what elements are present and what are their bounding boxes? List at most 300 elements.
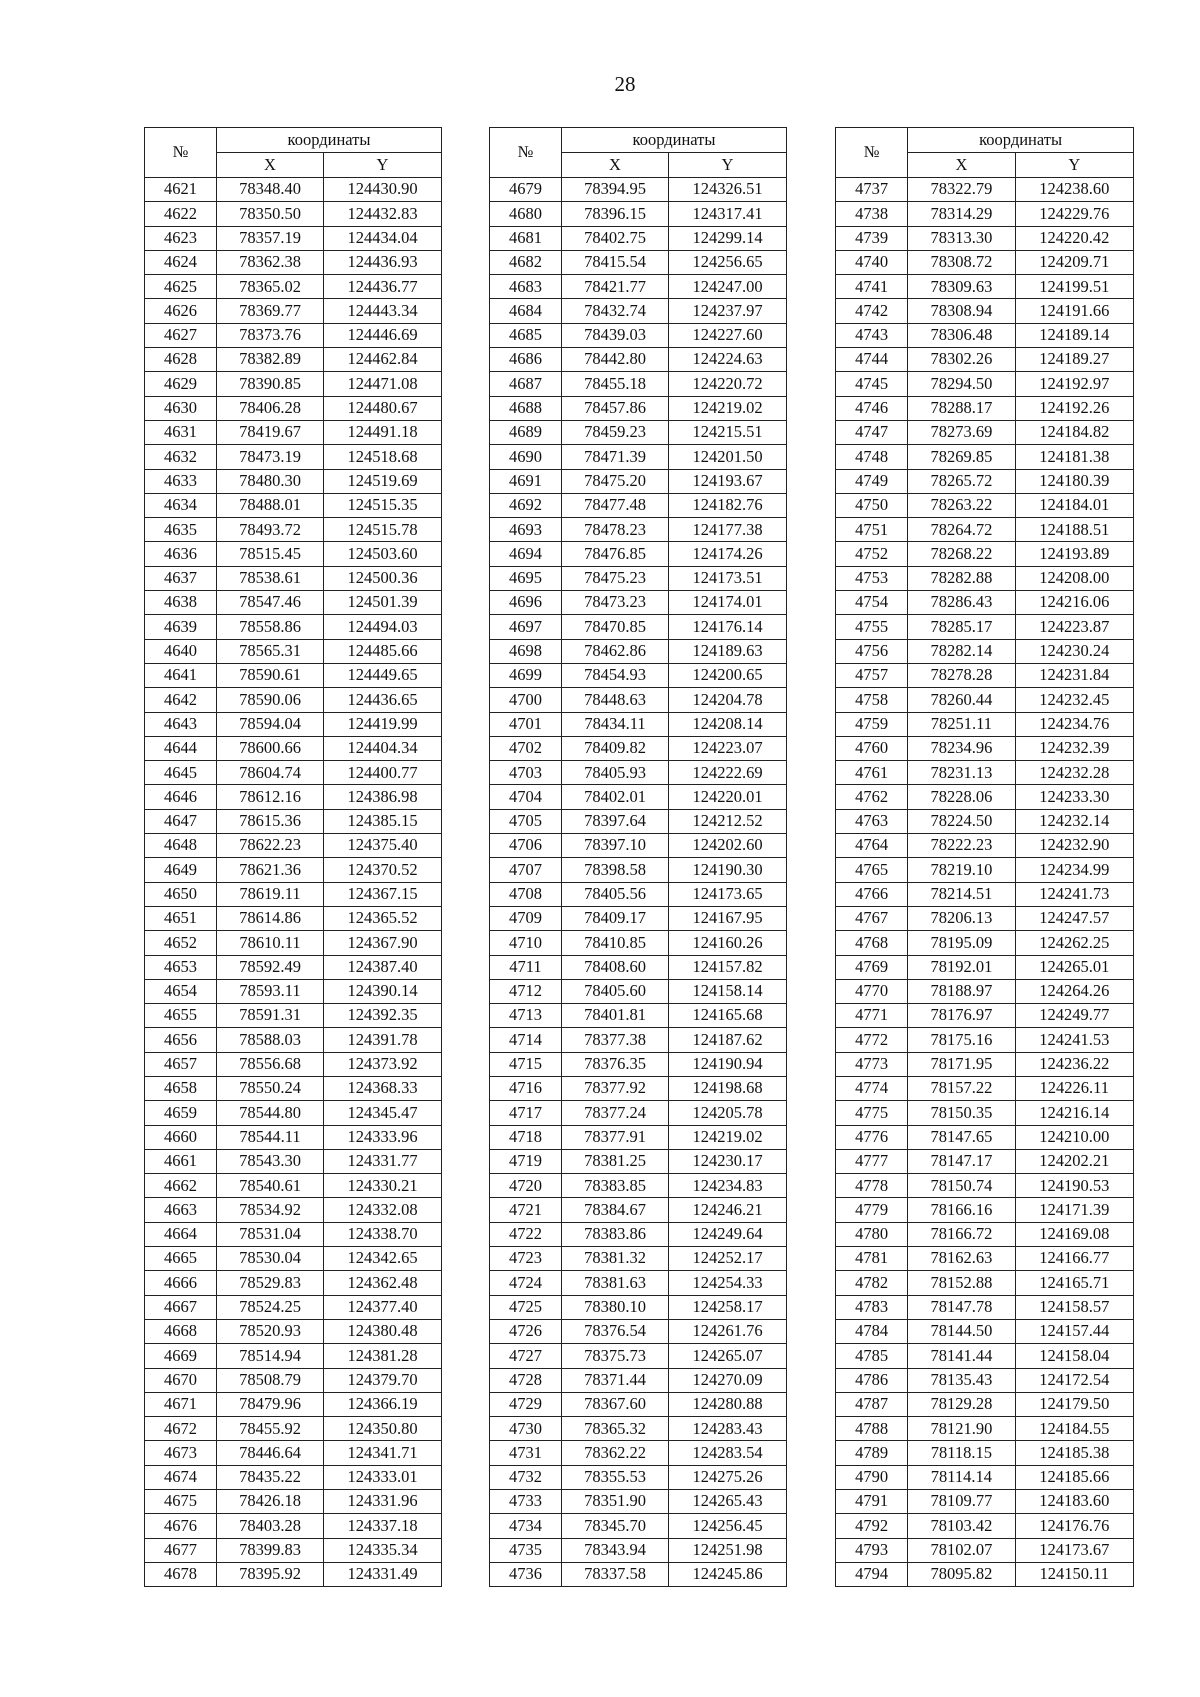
- table-row: [836, 882, 1134, 906]
- coord-y: 124220.42: [1015, 226, 1133, 250]
- table-row: [836, 420, 1134, 444]
- coord-y: 124167.95: [669, 906, 787, 930]
- table-row: [490, 1125, 787, 1149]
- coord-x: 78147.78: [908, 1295, 1015, 1319]
- coord-y: 124201.50: [669, 445, 787, 469]
- table-row: [836, 591, 1134, 615]
- table-row: [145, 712, 442, 736]
- table-row: [836, 1562, 1134, 1586]
- coord-x: 78109.77: [908, 1490, 1015, 1514]
- coord-y: 124368.33: [324, 1076, 442, 1100]
- table-row: [490, 1052, 787, 1076]
- coord-x: 78479.96: [217, 1392, 324, 1416]
- point-number: 4787: [836, 1392, 908, 1416]
- point-number: 4696: [490, 591, 562, 615]
- point-number: 4760: [836, 736, 908, 760]
- table-row: [836, 469, 1134, 493]
- coord-x: 78515.45: [217, 542, 324, 566]
- table-row: [145, 275, 442, 299]
- coord-y: 124494.03: [324, 615, 442, 639]
- point-number: 4772: [836, 1028, 908, 1052]
- point-number: 4656: [145, 1028, 217, 1052]
- coord-y: 124238.60: [1015, 178, 1133, 202]
- coord-y: 124202.60: [669, 834, 787, 858]
- coord-y: 124191.66: [1015, 299, 1133, 323]
- coord-x: 78129.28: [908, 1392, 1015, 1416]
- coord-y: 124200.65: [669, 663, 787, 687]
- coord-y: 124234.83: [669, 1174, 787, 1198]
- table-row: [836, 1271, 1134, 1295]
- point-number: 4738: [836, 202, 908, 226]
- point-number: 4711: [490, 955, 562, 979]
- point-number: 4661: [145, 1149, 217, 1173]
- coord-y: 124169.08: [1015, 1222, 1133, 1246]
- table-row: [490, 1174, 787, 1198]
- point-number: 4732: [490, 1465, 562, 1489]
- table-row: [836, 906, 1134, 930]
- table-row: [145, 1174, 442, 1198]
- point-number: 4779: [836, 1198, 908, 1222]
- coord-x: 78488.01: [217, 493, 324, 517]
- coord-x: 78103.42: [908, 1514, 1015, 1538]
- point-number: 4748: [836, 445, 908, 469]
- coord-x: 78157.22: [908, 1076, 1015, 1100]
- coord-x: 78150.74: [908, 1174, 1015, 1198]
- table-row: [145, 688, 442, 712]
- header-y: Y: [1015, 153, 1133, 178]
- point-number: 4714: [490, 1028, 562, 1052]
- coord-y: 124208.00: [1015, 566, 1133, 590]
- coord-x: 78121.90: [908, 1417, 1015, 1441]
- coord-x: 78426.18: [217, 1490, 324, 1514]
- coord-y: 124210.00: [1015, 1125, 1133, 1149]
- point-number: 4740: [836, 250, 908, 274]
- coord-x: 78377.24: [562, 1101, 669, 1125]
- coord-x: 78540.61: [217, 1174, 324, 1198]
- coord-y: 124216.06: [1015, 591, 1133, 615]
- coord-y: 124231.84: [1015, 663, 1133, 687]
- coord-y: 124184.55: [1015, 1417, 1133, 1441]
- point-number: 4677: [145, 1538, 217, 1562]
- coord-x: 78402.01: [562, 785, 669, 809]
- point-number: 4685: [490, 323, 562, 347]
- header-x: X: [217, 153, 324, 178]
- point-number: 4791: [836, 1490, 908, 1514]
- coord-y: 124341.71: [324, 1441, 442, 1465]
- coord-y: 124215.51: [669, 420, 787, 444]
- header-number: №: [836, 128, 908, 178]
- point-number: 4651: [145, 906, 217, 930]
- coord-x: 78531.04: [217, 1222, 324, 1246]
- coord-y: 124443.34: [324, 299, 442, 323]
- table-row: [145, 1295, 442, 1319]
- coord-y: 124219.02: [669, 396, 787, 420]
- table-row: [145, 1514, 442, 1538]
- table-row: [490, 323, 787, 347]
- point-number: 4648: [145, 834, 217, 858]
- coord-y: 124193.89: [1015, 542, 1133, 566]
- coord-y: 124515.35: [324, 493, 442, 517]
- coord-y: 124366.19: [324, 1392, 442, 1416]
- coord-x: 78147.65: [908, 1125, 1015, 1149]
- coord-y: 124184.01: [1015, 493, 1133, 517]
- coord-x: 78294.50: [908, 372, 1015, 396]
- point-number: 4770: [836, 979, 908, 1003]
- table-row: [145, 518, 442, 542]
- coord-y: 124333.96: [324, 1125, 442, 1149]
- coord-x: 78415.54: [562, 250, 669, 274]
- point-number: 4749: [836, 469, 908, 493]
- coord-y: 124381.28: [324, 1344, 442, 1368]
- coord-x: 78135.43: [908, 1368, 1015, 1392]
- coord-x: 78278.28: [908, 663, 1015, 687]
- coord-x: 78410.85: [562, 931, 669, 955]
- table-row: [836, 1392, 1134, 1416]
- coord-x: 78455.92: [217, 1417, 324, 1441]
- coord-x: 78435.22: [217, 1465, 324, 1489]
- table-row: [490, 1271, 787, 1295]
- coord-x: 78604.74: [217, 761, 324, 785]
- table-row: [145, 834, 442, 858]
- table-row: [145, 1392, 442, 1416]
- coord-y: 124192.97: [1015, 372, 1133, 396]
- point-number: 4706: [490, 834, 562, 858]
- coord-y: 124446.69: [324, 323, 442, 347]
- point-number: 4778: [836, 1174, 908, 1198]
- point-number: 4717: [490, 1101, 562, 1125]
- point-number: 4676: [145, 1514, 217, 1538]
- point-number: 4790: [836, 1465, 908, 1489]
- coord-x: 78192.01: [908, 955, 1015, 979]
- coord-x: 78381.25: [562, 1149, 669, 1173]
- coord-x: 78406.28: [217, 396, 324, 420]
- coord-y: 124226.11: [1015, 1076, 1133, 1100]
- point-number: 4703: [490, 761, 562, 785]
- table-row: [145, 372, 442, 396]
- table-row: [145, 469, 442, 493]
- table-row: [490, 663, 787, 687]
- coord-y: 124150.11: [1015, 1562, 1133, 1586]
- coord-x: 78405.60: [562, 979, 669, 1003]
- coord-x: 78395.92: [217, 1562, 324, 1586]
- coord-y: 124404.34: [324, 736, 442, 760]
- table-row: [836, 323, 1134, 347]
- table-row: [145, 906, 442, 930]
- header-x: X: [908, 153, 1015, 178]
- point-number: 4646: [145, 785, 217, 809]
- point-number: 4623: [145, 226, 217, 250]
- table-row: [490, 1514, 787, 1538]
- coord-x: 78409.82: [562, 736, 669, 760]
- table-row: [836, 712, 1134, 736]
- coord-y: 124219.02: [669, 1125, 787, 1149]
- coord-x: 78591.31: [217, 1004, 324, 1028]
- table-row: [145, 955, 442, 979]
- table-row: [490, 1417, 787, 1441]
- point-number: 4674: [145, 1465, 217, 1489]
- point-number: 4784: [836, 1319, 908, 1343]
- table-row: [145, 178, 442, 202]
- table-row: [490, 809, 787, 833]
- coord-x: 78362.22: [562, 1441, 669, 1465]
- coord-y: 124330.21: [324, 1174, 442, 1198]
- coord-y: 124462.84: [324, 348, 442, 372]
- point-number: 4657: [145, 1052, 217, 1076]
- coord-x: 78493.72: [217, 518, 324, 542]
- coord-y: 124222.69: [669, 761, 787, 785]
- coord-x: 78144.50: [908, 1319, 1015, 1343]
- coord-y: 124518.68: [324, 445, 442, 469]
- table-row: [836, 348, 1134, 372]
- table-row: [145, 1344, 442, 1368]
- coord-y: 124190.30: [669, 858, 787, 882]
- coord-x: 78382.89: [217, 348, 324, 372]
- table-row: [490, 1344, 787, 1368]
- coord-x: 78357.19: [217, 226, 324, 250]
- table-row: [490, 955, 787, 979]
- coord-x: 78547.46: [217, 591, 324, 615]
- coord-x: 78222.23: [908, 834, 1015, 858]
- coord-x: 78302.26: [908, 348, 1015, 372]
- coord-y: 124232.14: [1015, 809, 1133, 833]
- table-row: [490, 761, 787, 785]
- table-row: [490, 1149, 787, 1173]
- coord-y: 124205.78: [669, 1101, 787, 1125]
- coord-x: 78268.22: [908, 542, 1015, 566]
- point-number: 4627: [145, 323, 217, 347]
- coord-x: 78376.35: [562, 1052, 669, 1076]
- point-number: 4731: [490, 1441, 562, 1465]
- coord-y: 124251.98: [669, 1538, 787, 1562]
- table-row: [836, 639, 1134, 663]
- coord-y: 124270.09: [669, 1368, 787, 1392]
- coord-y: 124190.53: [1015, 1174, 1133, 1198]
- table-row: [490, 420, 787, 444]
- coord-y: 124173.67: [1015, 1538, 1133, 1562]
- coord-x: 78351.90: [562, 1490, 669, 1514]
- coord-x: 78612.16: [217, 785, 324, 809]
- coord-x: 78508.79: [217, 1368, 324, 1392]
- coord-x: 78480.30: [217, 469, 324, 493]
- point-number: 4681: [490, 226, 562, 250]
- coord-y: 124246.21: [669, 1198, 787, 1222]
- table-row: [490, 250, 787, 274]
- point-number: 4689: [490, 420, 562, 444]
- coord-x: 78384.67: [562, 1198, 669, 1222]
- coord-y: 124515.78: [324, 518, 442, 542]
- coord-y: 124165.68: [669, 1004, 787, 1028]
- point-number: 4632: [145, 445, 217, 469]
- coord-y: 124174.01: [669, 591, 787, 615]
- coord-y: 124157.82: [669, 955, 787, 979]
- coord-y: 124247.57: [1015, 906, 1133, 930]
- point-number: 4780: [836, 1222, 908, 1246]
- coord-x: 78214.51: [908, 882, 1015, 906]
- table-row: [836, 1125, 1134, 1149]
- coord-y: 124362.48: [324, 1271, 442, 1295]
- table-row: [836, 761, 1134, 785]
- table-row: [836, 566, 1134, 590]
- point-number: 4725: [490, 1295, 562, 1319]
- coord-y: 124208.14: [669, 712, 787, 736]
- point-number: 4626: [145, 299, 217, 323]
- coord-x: 78600.66: [217, 736, 324, 760]
- coord-x: 78350.50: [217, 202, 324, 226]
- table-row: [490, 1028, 787, 1052]
- coord-x: 78348.40: [217, 178, 324, 202]
- table-row: [836, 542, 1134, 566]
- table-row: [490, 1490, 787, 1514]
- table-row: [145, 493, 442, 517]
- coord-x: 78381.32: [562, 1247, 669, 1271]
- point-number: 4688: [490, 396, 562, 420]
- point-number: 4765: [836, 858, 908, 882]
- coord-y: 124430.90: [324, 178, 442, 202]
- table-row: [145, 348, 442, 372]
- point-number: 4649: [145, 858, 217, 882]
- point-number: 4764: [836, 834, 908, 858]
- coord-y: 124176.76: [1015, 1514, 1133, 1538]
- point-number: 4702: [490, 736, 562, 760]
- coord-x: 78345.70: [562, 1514, 669, 1538]
- table-row: [836, 1149, 1134, 1173]
- coord-y: 124400.77: [324, 761, 442, 785]
- coord-y: 124216.14: [1015, 1101, 1133, 1125]
- coord-x: 78550.24: [217, 1076, 324, 1100]
- coord-y: 124236.22: [1015, 1052, 1133, 1076]
- point-number: 4771: [836, 1004, 908, 1028]
- point-number: 4720: [490, 1174, 562, 1198]
- coord-y: 124237.97: [669, 299, 787, 323]
- table-row: [836, 178, 1134, 202]
- table-row: [145, 1028, 442, 1052]
- coord-y: 124232.90: [1015, 834, 1133, 858]
- coord-x: 78462.86: [562, 639, 669, 663]
- coord-y: 124367.90: [324, 931, 442, 955]
- coord-y: 124332.08: [324, 1198, 442, 1222]
- table-row: [836, 979, 1134, 1003]
- coord-y: 124377.40: [324, 1295, 442, 1319]
- table-row: [145, 299, 442, 323]
- table-row: [490, 785, 787, 809]
- point-number: 4694: [490, 542, 562, 566]
- point-number: 4633: [145, 469, 217, 493]
- coord-y: 124185.66: [1015, 1465, 1133, 1489]
- coord-x: 78373.76: [217, 323, 324, 347]
- coord-y: 124220.72: [669, 372, 787, 396]
- point-number: 4625: [145, 275, 217, 299]
- coord-x: 78401.81: [562, 1004, 669, 1028]
- coord-x: 78476.85: [562, 542, 669, 566]
- point-number: 4638: [145, 591, 217, 615]
- point-number: 4777: [836, 1149, 908, 1173]
- point-number: 4650: [145, 882, 217, 906]
- table-row: [490, 1198, 787, 1222]
- table-row: [836, 445, 1134, 469]
- point-number: 4655: [145, 1004, 217, 1028]
- point-number: 4723: [490, 1247, 562, 1271]
- coord-x: 78455.18: [562, 372, 669, 396]
- header-y: Y: [669, 153, 787, 178]
- coord-y: 124174.26: [669, 542, 787, 566]
- coord-x: 78362.38: [217, 250, 324, 274]
- table-row: [145, 1198, 442, 1222]
- point-number: 4781: [836, 1247, 908, 1271]
- table-row: [145, 858, 442, 882]
- coord-x: 78421.77: [562, 275, 669, 299]
- coord-x: 78263.22: [908, 493, 1015, 517]
- coord-y: 124419.99: [324, 712, 442, 736]
- coord-y: 124436.93: [324, 250, 442, 274]
- table-row: [145, 785, 442, 809]
- coord-x: 78166.72: [908, 1222, 1015, 1246]
- coord-y: 124209.71: [1015, 250, 1133, 274]
- coord-y: 124256.45: [669, 1514, 787, 1538]
- coord-x: 78282.14: [908, 639, 1015, 663]
- coord-y: 124232.39: [1015, 736, 1133, 760]
- table-row: [836, 372, 1134, 396]
- coord-y: 124188.51: [1015, 518, 1133, 542]
- point-number: 4640: [145, 639, 217, 663]
- point-number: 4665: [145, 1247, 217, 1271]
- point-number: 4769: [836, 955, 908, 979]
- table-row: [836, 931, 1134, 955]
- coord-x: 78544.11: [217, 1125, 324, 1149]
- table-row: [836, 226, 1134, 250]
- coord-x: 78558.86: [217, 615, 324, 639]
- point-number: 4642: [145, 688, 217, 712]
- table-row: [836, 834, 1134, 858]
- table-row: [490, 178, 787, 202]
- point-number: 4652: [145, 931, 217, 955]
- table-row: [490, 931, 787, 955]
- coord-x: 78590.61: [217, 663, 324, 687]
- table-row: [490, 906, 787, 930]
- coord-y: 124165.71: [1015, 1271, 1133, 1295]
- coord-x: 78514.94: [217, 1344, 324, 1368]
- coord-x: 78419.67: [217, 420, 324, 444]
- coord-y: 124390.14: [324, 979, 442, 1003]
- coord-y: 124212.52: [669, 809, 787, 833]
- table-row: [145, 882, 442, 906]
- coord-y: 124337.18: [324, 1514, 442, 1538]
- table-row: [145, 1004, 442, 1028]
- coord-y: 124223.87: [1015, 615, 1133, 639]
- coord-x: 78454.93: [562, 663, 669, 687]
- coord-x: 78162.63: [908, 1247, 1015, 1271]
- coord-y: 124335.34: [324, 1538, 442, 1562]
- point-number: 4628: [145, 348, 217, 372]
- table-row: [490, 348, 787, 372]
- table-row: [490, 299, 787, 323]
- table-row: [490, 396, 787, 420]
- coord-x: 78313.30: [908, 226, 1015, 250]
- table-row: [490, 275, 787, 299]
- table-row: [490, 858, 787, 882]
- coord-y: 124485.66: [324, 639, 442, 663]
- table-row: [490, 493, 787, 517]
- point-number: 4794: [836, 1562, 908, 1586]
- table-row: [145, 639, 442, 663]
- point-number: 4690: [490, 445, 562, 469]
- point-number: 4704: [490, 785, 562, 809]
- coord-y: 124432.83: [324, 202, 442, 226]
- point-number: 4680: [490, 202, 562, 226]
- coord-x: 78473.23: [562, 591, 669, 615]
- coord-y: 124241.53: [1015, 1028, 1133, 1052]
- point-number: 4746: [836, 396, 908, 420]
- coord-x: 78442.80: [562, 348, 669, 372]
